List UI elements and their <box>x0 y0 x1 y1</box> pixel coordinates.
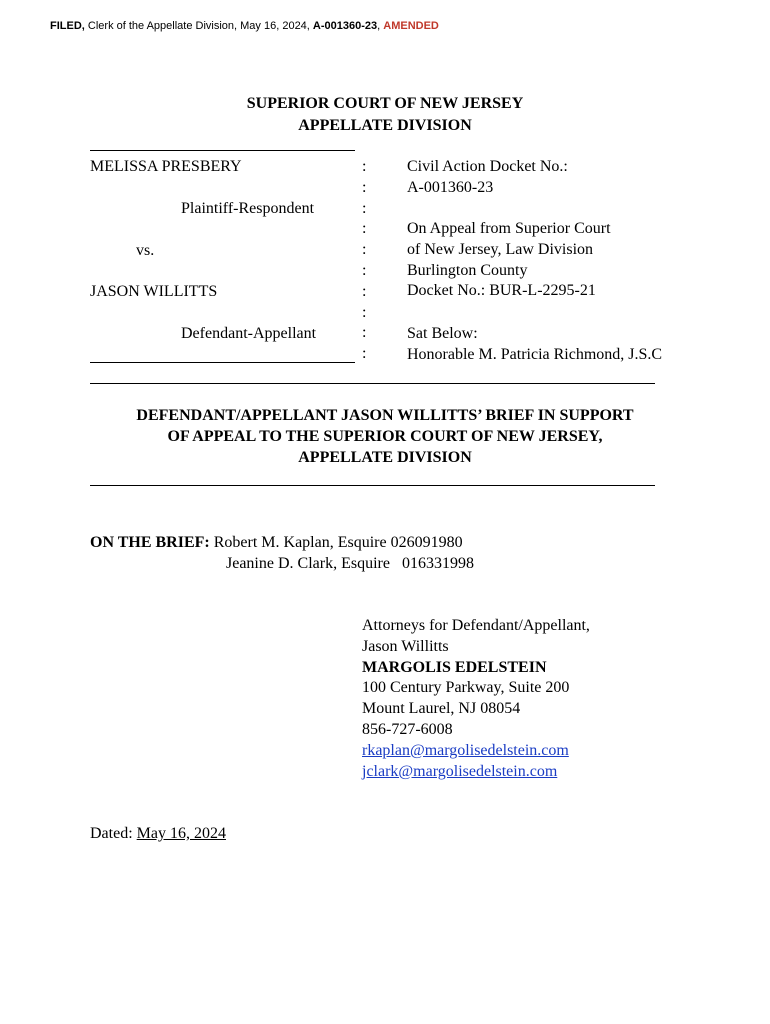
colon: : <box>362 261 367 279</box>
dated-line <box>90 823 226 844</box>
amended-label: AMENDED <box>383 20 439 32</box>
plaintiff-name: MELISSA PRESBERY <box>90 158 242 175</box>
colon: : <box>362 199 367 217</box>
filed-label: FILED, <box>50 20 85 32</box>
client-name: Jason Willitts <box>362 637 449 655</box>
caption-bottom-rule <box>90 362 355 363</box>
attorney-1: Robert M. Kaplan, Esquire 026091980 <box>209 534 463 551</box>
sat-below-block <box>407 324 662 366</box>
colon: : <box>362 241 367 259</box>
docket-label: Civil Action Docket No.: <box>407 158 568 175</box>
judge-name: Honorable M. Patricia Richmond, J.S.C <box>407 345 663 363</box>
appeal-block <box>407 219 611 302</box>
defendant-name: JASON WILLITTS <box>90 283 218 300</box>
court-heading <box>0 93 770 137</box>
appeal-line1: On Appeal from Superior Court <box>407 220 611 237</box>
title-rule <box>90 485 655 486</box>
on-the-brief-label: ON THE BRIEF: <box>90 534 210 551</box>
firm-name: MARGOLIS EDELSTEIN <box>362 658 547 676</box>
sat-below-label: Sat Below: <box>407 325 478 342</box>
attorney-block <box>362 616 590 782</box>
dated-label: Dated: <box>90 825 137 842</box>
court-name: SUPERIOR COURT OF NEW JERSEY <box>246 95 524 112</box>
colon: : <box>362 345 367 363</box>
caption-colon-column <box>362 157 366 365</box>
docket-number: A-001360-23 <box>407 178 494 196</box>
filed-comma: , <box>377 20 384 32</box>
brief-title-line1: DEFENDANT/APPELLANT JASON WILLITTS’ BRIEF IN SUPPORT <box>136 407 634 424</box>
docket-block <box>407 157 568 199</box>
email-link-kaplan[interactable]: rkaplan@margolisedelstein.com <box>362 741 569 759</box>
address-line1: 100 Century Parkway, Suite 200 <box>362 679 570 697</box>
attorneys-for: Attorneys for Defendant/Appellant, <box>362 617 590 634</box>
appeal-line2: of New Jersey, Law Division <box>407 240 594 258</box>
colon: : <box>362 178 367 196</box>
email-link-clark[interactable]: jclark@margolisedelstein.com <box>362 762 558 780</box>
dated-date: May 16, 2024 <box>136 825 226 842</box>
colon: : <box>362 158 367 175</box>
versus: vs. <box>136 242 155 259</box>
colon: : <box>362 303 367 321</box>
filed-docket: A-001360-23 <box>312 20 378 32</box>
defendant-role: Defendant-Appellant <box>181 325 317 342</box>
colon: : <box>362 324 367 342</box>
court-division: APPELLATE DIVISION <box>298 117 472 134</box>
address-line2: Mount Laurel, NJ 08054 <box>362 700 521 718</box>
attorney-2: Jeanine D. Clark, Esquire 016331998 <box>226 555 474 572</box>
filing-stamp <box>50 20 439 32</box>
brief-title <box>90 405 680 468</box>
phone-number: 856-727-6008 <box>362 720 453 738</box>
plaintiff-role: Plaintiff-Respondent <box>181 200 315 217</box>
county: Burlington County <box>407 261 528 279</box>
lower-docket: Docket No.: BUR-L-2295-21 <box>407 282 596 300</box>
colon: : <box>362 282 367 300</box>
brief-title-line2: OF APPEAL TO THE SUPERIOR COURT OF NEW JERSEY, <box>167 428 603 445</box>
brief-title-line3: APPELLATE DIVISION <box>298 449 472 466</box>
on-the-brief <box>90 532 474 574</box>
section-rule <box>90 383 655 384</box>
caption-top-rule <box>90 150 355 151</box>
colon: : <box>362 220 367 238</box>
filed-text: Clerk of the Appellate Division, May 16, 2024, <box>84 20 313 32</box>
